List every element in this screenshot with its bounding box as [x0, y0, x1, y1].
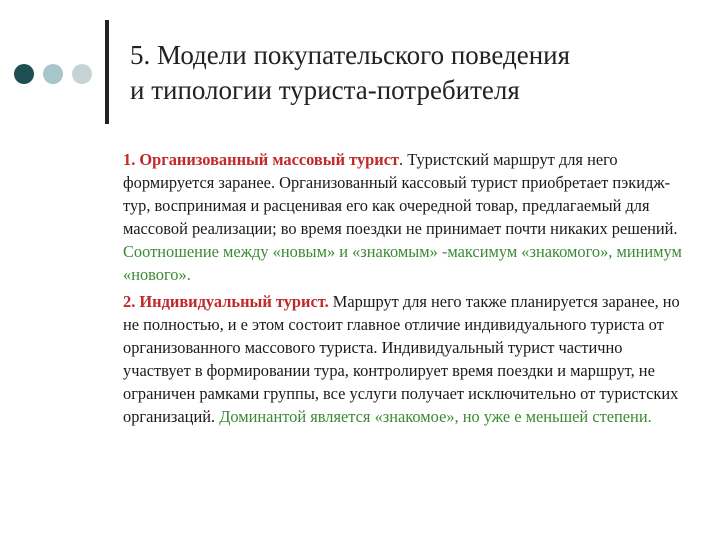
dot-mid [43, 64, 63, 84]
title-divider [105, 20, 109, 124]
point-heading: Индивидуальный турист. [139, 292, 329, 311]
point-organized-tourist [123, 148, 693, 286]
point-heading-punct: . [399, 150, 408, 169]
point-body: Маршрут для него также планируется заранее, но не полностью, и е этом состоит главное отличие индивидуального туриста от организованного массового туриста. Индивидуальный турист частично участвует в формировании тура, контролирует время поездки и маршрут, не ограничен рамками группы, все услуги получает исключительно от туристских организаций. [123, 292, 680, 426]
slide-title-line2: и типологии туриста-потребителя [130, 75, 520, 105]
dot-light [72, 64, 92, 84]
slide-title-line1: 5. Модели покупательского поведения [130, 40, 571, 70]
point-individual-tourist [123, 290, 693, 428]
decorative-dots [14, 64, 98, 84]
point-highlight: Соотношение между «новым» и «знакомым» -максимум «знакомого», минимум «нового». [123, 242, 682, 284]
dot-dark [14, 64, 34, 84]
slide-title [130, 38, 710, 108]
slide-content [123, 148, 693, 432]
point-highlight: Доминантой является «знакомое», но уже е меньшей степени. [219, 407, 652, 426]
point-heading: Организованный массовый турист [139, 150, 400, 169]
point-number: 1. [123, 150, 136, 169]
point-number: 2. [123, 292, 136, 311]
point-body: Туристский маршрут для него формируется заранее. Организованный кассовый турист приобретает пэкидж-тур, воспринимая и расценивая его как очередной товар, предлагаемый для массовой реализации; во время поездки не принимает почти никаких решений. [123, 150, 678, 238]
